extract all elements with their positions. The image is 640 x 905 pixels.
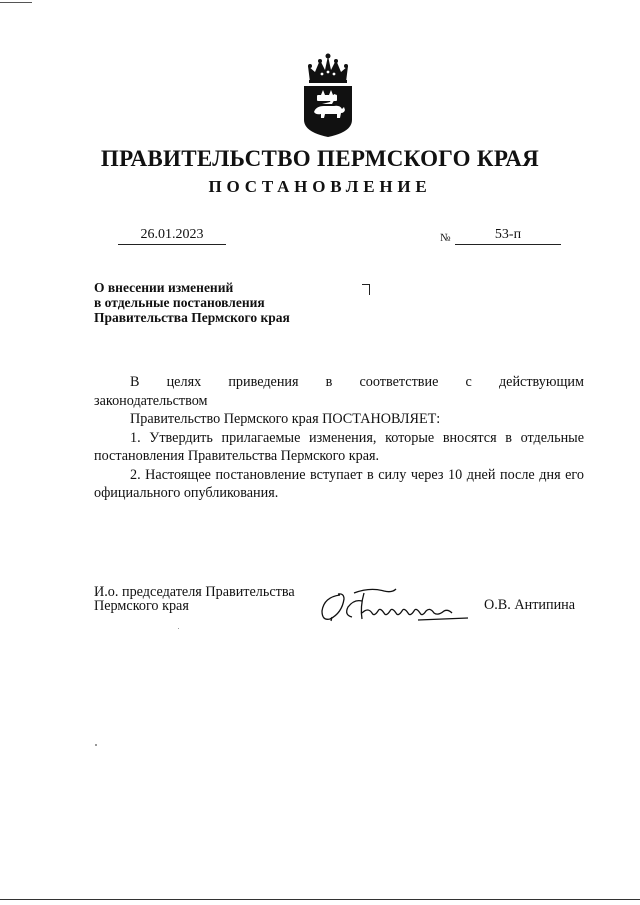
signer-title <box>94 585 295 613</box>
number-label: № <box>440 232 451 244</box>
signer-name: О.В. Антипина <box>484 597 576 613</box>
scan-speck <box>95 744 97 746</box>
bottom-edge-line <box>0 899 640 900</box>
document-subject <box>94 280 290 325</box>
scan-speck <box>178 628 179 629</box>
preamble-line <box>94 373 584 392</box>
preamble-word: в <box>325 374 333 390</box>
document-date: 26.01.2023 <box>118 227 226 245</box>
item-1: 1. Утвердить прилагаемые изменения, которые вносятся в отдельные постановления Правительства Пермского края. <box>94 429 584 464</box>
document-type: ПОСТАНОВЛЕНИЕ <box>208 177 432 196</box>
preamble-word: действующим <box>498 374 584 390</box>
signer-title-line: И.о. председателя Правительства <box>94 584 295 600</box>
subject-line: в отдельные постановления <box>94 295 265 310</box>
coat-of-arms-icon <box>300 52 356 138</box>
subject-line: О внесении изменений <box>94 280 234 295</box>
signer-title-line: Пермского края <box>94 598 189 614</box>
document-body <box>94 373 584 503</box>
organization-title: ПРАВИТЕЛЬСТВО ПЕРМСКОГО КРАЯ <box>100 146 540 171</box>
preamble-word: приведения <box>228 374 299 390</box>
top-edge-line <box>0 2 32 3</box>
preamble-end: законодательством <box>94 392 208 409</box>
item-2: 2. Настоящее постановление вступает в силу через 10 дней после дня его официального опубликования. <box>94 466 584 501</box>
document-number: 53-п <box>455 227 561 245</box>
preamble-word: соответствие <box>359 374 439 390</box>
corner-mark <box>362 284 370 295</box>
preamble-word: целях <box>166 374 202 390</box>
decree-line: Правительство Пермского края ПОСТАНОВЛЯЕТ: <box>130 411 441 427</box>
subject-line: Правительства Пермского края <box>94 310 290 325</box>
handwritten-signature <box>318 583 478 628</box>
preamble-word: В <box>130 374 140 390</box>
preamble-word: с <box>465 374 472 390</box>
